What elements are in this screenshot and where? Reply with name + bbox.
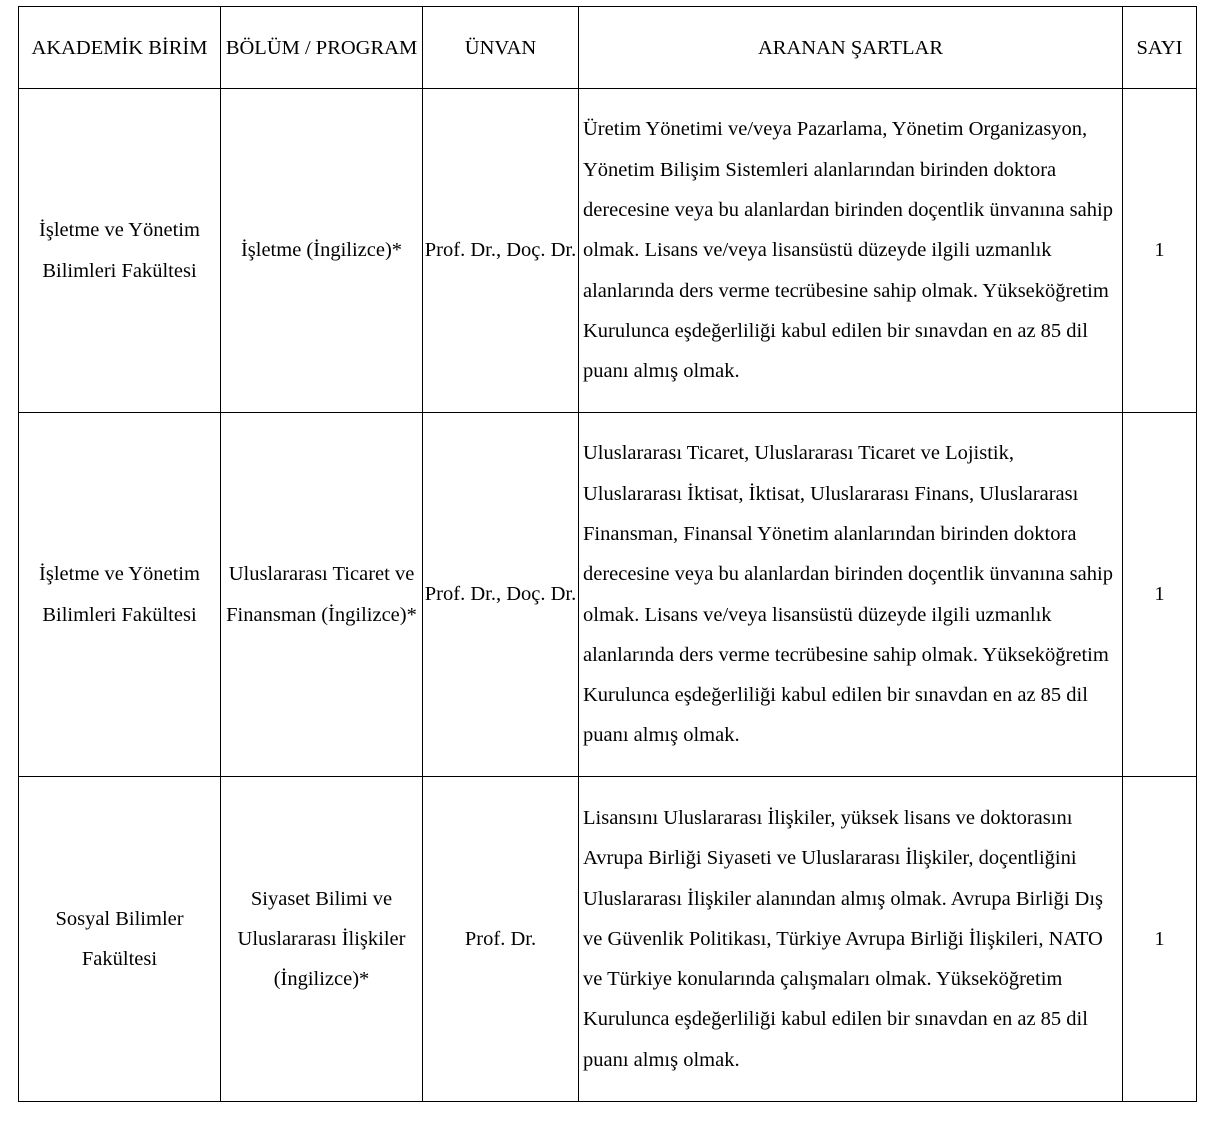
positions-table	[18, 6, 1197, 1102]
header-row	[19, 7, 1197, 89]
requirements-cell: Üretim Yönetimi ve/veya Pazarlama, Yönetim Organizasyon, Yönetim Bilişim Sistemleri alanlarından birinden doktora derecesine veya bu alanlardan birinden doçentlik ünvanına sahip olmak. Lisans ve/veya lisansüstü düzeyde ilgili uzmanlık alanlarında ders verme tecrübesine sahip olmak. Yükseköğretim Kurulunca eşdeğerliliği kabul edilen bir sınavdan en az 85 dil puanı almış olmak.	[579, 89, 1123, 413]
table-row	[19, 777, 1197, 1102]
table-row	[19, 413, 1197, 777]
count-cell: 1	[1123, 89, 1197, 413]
title-cell: Prof. Dr.	[423, 777, 579, 1102]
unit-cell: Sosyal Bilimler Fakültesi	[19, 777, 221, 1102]
table-row	[19, 89, 1197, 413]
title-cell: Prof. Dr., Doç. Dr.	[423, 413, 579, 777]
title-cell: Prof. Dr., Doç. Dr.	[423, 89, 579, 413]
department-cell: Siyaset Bilimi ve Uluslararası İlişkiler (İngilizce)*	[221, 777, 423, 1102]
header-title: ÜNVAN	[423, 7, 579, 89]
requirements-cell: Uluslararası Ticaret, Uluslararası Ticaret ve Lojistik, Uluslararası İktisat, İktisat, Uluslararası Finans, Uluslararası Finansman, Finansal Yönetim alanlarından birinden doktora derecesine veya bu alanlardan birinden doçentlik ünvanına sahip olmak. Lisans ve/veya lisansüstü düzeyde ilgili uzmanlık alanlarında ders verme tecrübesine sahip olmak. Yükseköğretim Kurulunca eşdeğerliliği kabul edilen bir sınavdan en az 85 dil puanı almış olmak.	[579, 413, 1123, 777]
department-cell: İşletme (İngilizce)*	[221, 89, 423, 413]
header-count: SAYI	[1123, 7, 1197, 89]
unit-cell: İşletme ve Yönetim Bilimleri Fakültesi	[19, 413, 221, 777]
header-requirements: ARANAN ŞARTLAR	[579, 7, 1123, 89]
header-department: BÖLÜM / PROGRAM	[221, 7, 423, 89]
count-cell: 1	[1123, 777, 1197, 1102]
requirements-cell: Lisansını Uluslararası İlişkiler, yüksek lisans ve doktorasını Avrupa Birliği Siyaseti ve Uluslararası İlişkiler, doçentliğini Uluslararası İlişkiler alanından almış olmak. Avrupa Birliği Dış ve Güvenlik Politikası, Türkiye Avrupa Birliği İlişkileri, NATO ve Türkiye konularında çalışmaları olmak. Yükseköğretim Kurulunca eşdeğerliliği kabul edilen bir sınavdan en az 85 dil puanı almış olmak.	[579, 777, 1123, 1102]
department-cell: Uluslararası Ticaret ve Finansman (İngilizce)*	[221, 413, 423, 777]
header-unit: AKADEMİK BİRİM	[19, 7, 221, 89]
count-cell: 1	[1123, 413, 1197, 777]
unit-cell: İşletme ve Yönetim Bilimleri Fakültesi	[19, 89, 221, 413]
